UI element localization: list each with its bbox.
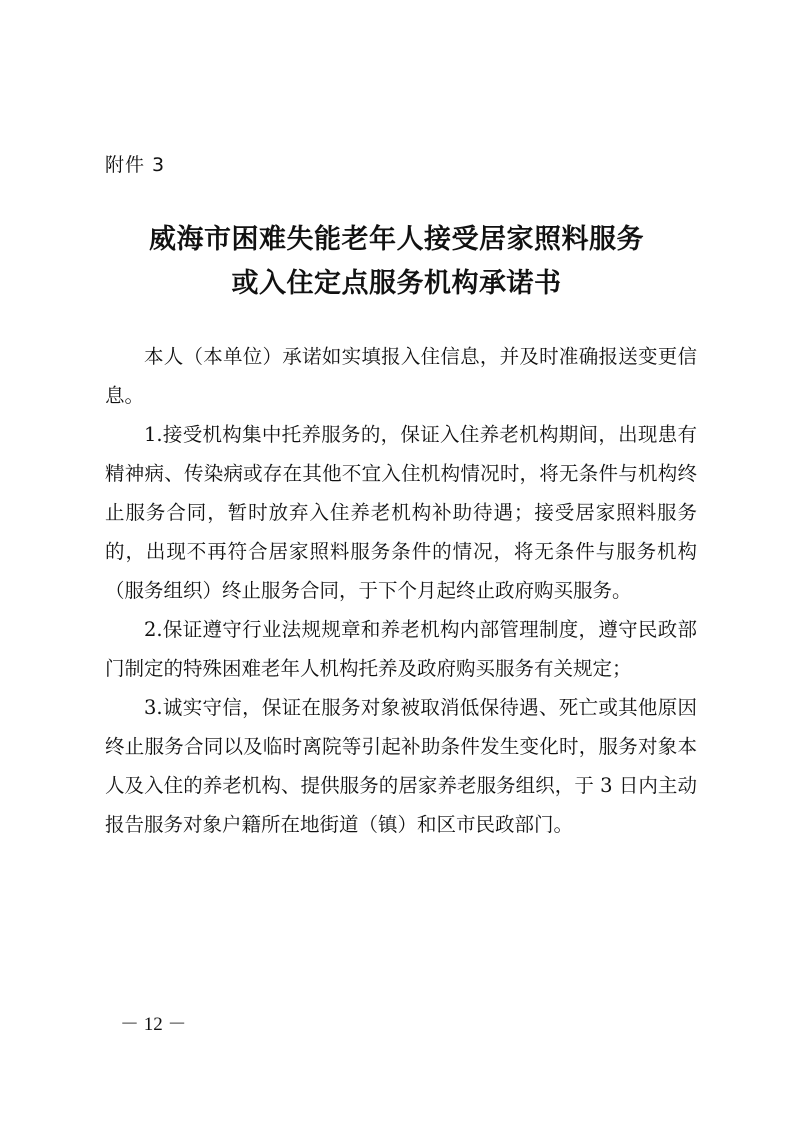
commitment-body xyxy=(105,337,697,844)
page-number: － 12 － xyxy=(120,1014,187,1035)
title-line-1: 威海市困难失能老年人接受居家照料服务 xyxy=(149,224,644,255)
title-line-2: 或入住定点服务机构承诺书 xyxy=(231,268,562,299)
paragraph-intro: 本人（本单位）承诺如实填报入住信息，并及时准确报送变更信息。 xyxy=(105,345,697,407)
paragraph-item-3: 3.诚实守信，保证在服务对象被取消低保待遇、死亡或其他原因终止服务合同以及临时离院等引起补助条件发生变化时，服务对象本人及入住的养老机构、提供服务的居家养老服务组织，于 3 日内主动报告服务对象户籍所在地街道（镇）和区市民政部门。 xyxy=(105,696,697,836)
attachment-label: 附件 3 xyxy=(105,154,166,176)
paragraph-item-2: 2.保证遵守行业法规规章和养老机构内部管理制度，遵守民政部门制定的特殊困难老年人机构托养及政府购买服务有关规定； xyxy=(105,618,697,680)
paragraph-item-1: 1.接受机构集中托养服务的，保证入住养老机构期间，出现患有精神病、传染病或存在其他不宜入住机构情况时，将无条件与机构终止服务合同，暂时放弃入住养老机构补助待遇；接受居家照料服务的，出现不再符合居家照料服务条件的情况，将无条件与服务机构（服务组织）终止服务合同，于下个月起终止政府购买服务。 xyxy=(105,423,697,602)
document-title xyxy=(0,218,793,306)
